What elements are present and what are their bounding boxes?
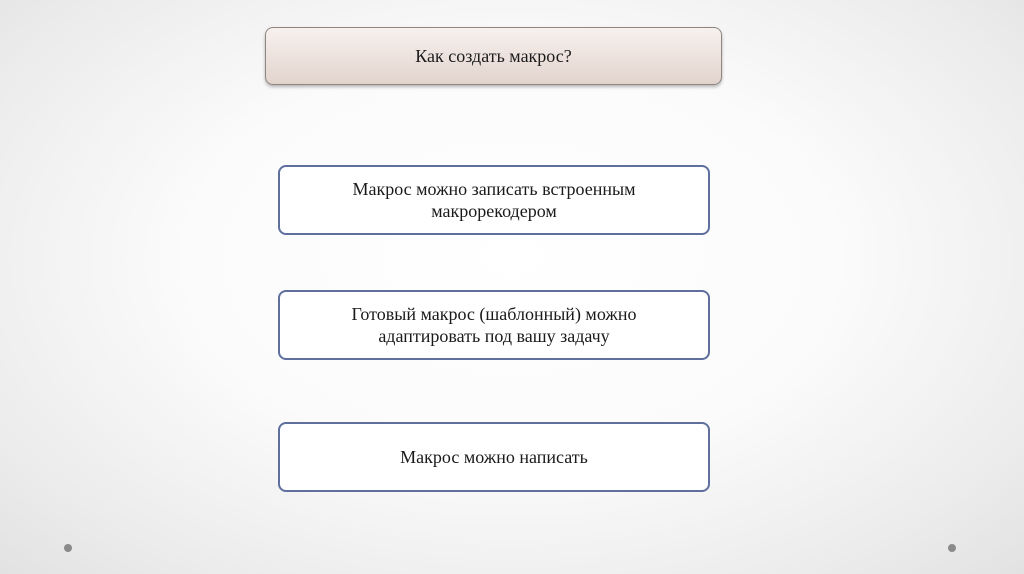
right-dot-icon	[948, 544, 956, 552]
step-text-record-line1: Макрос можно записать встроенным	[352, 179, 636, 199]
step-box-write	[278, 422, 710, 492]
step-text-adapt-line1: Готовый макрос (шаблонный) можно	[351, 304, 637, 324]
step-text-write: Макрос можно написать	[400, 447, 588, 467]
title-text: Как создать макрос?	[415, 45, 572, 66]
step-text-adapt-line2: адаптировать под вашу задачу	[378, 326, 610, 346]
step-text-record-line2: макрорекодером	[431, 201, 557, 221]
step-box-adapt	[278, 290, 710, 360]
step-box-record	[278, 165, 710, 235]
title-box	[265, 27, 722, 85]
step-text-record	[352, 178, 635, 222]
left-dot-icon	[64, 544, 72, 552]
step-text-adapt	[352, 303, 637, 347]
